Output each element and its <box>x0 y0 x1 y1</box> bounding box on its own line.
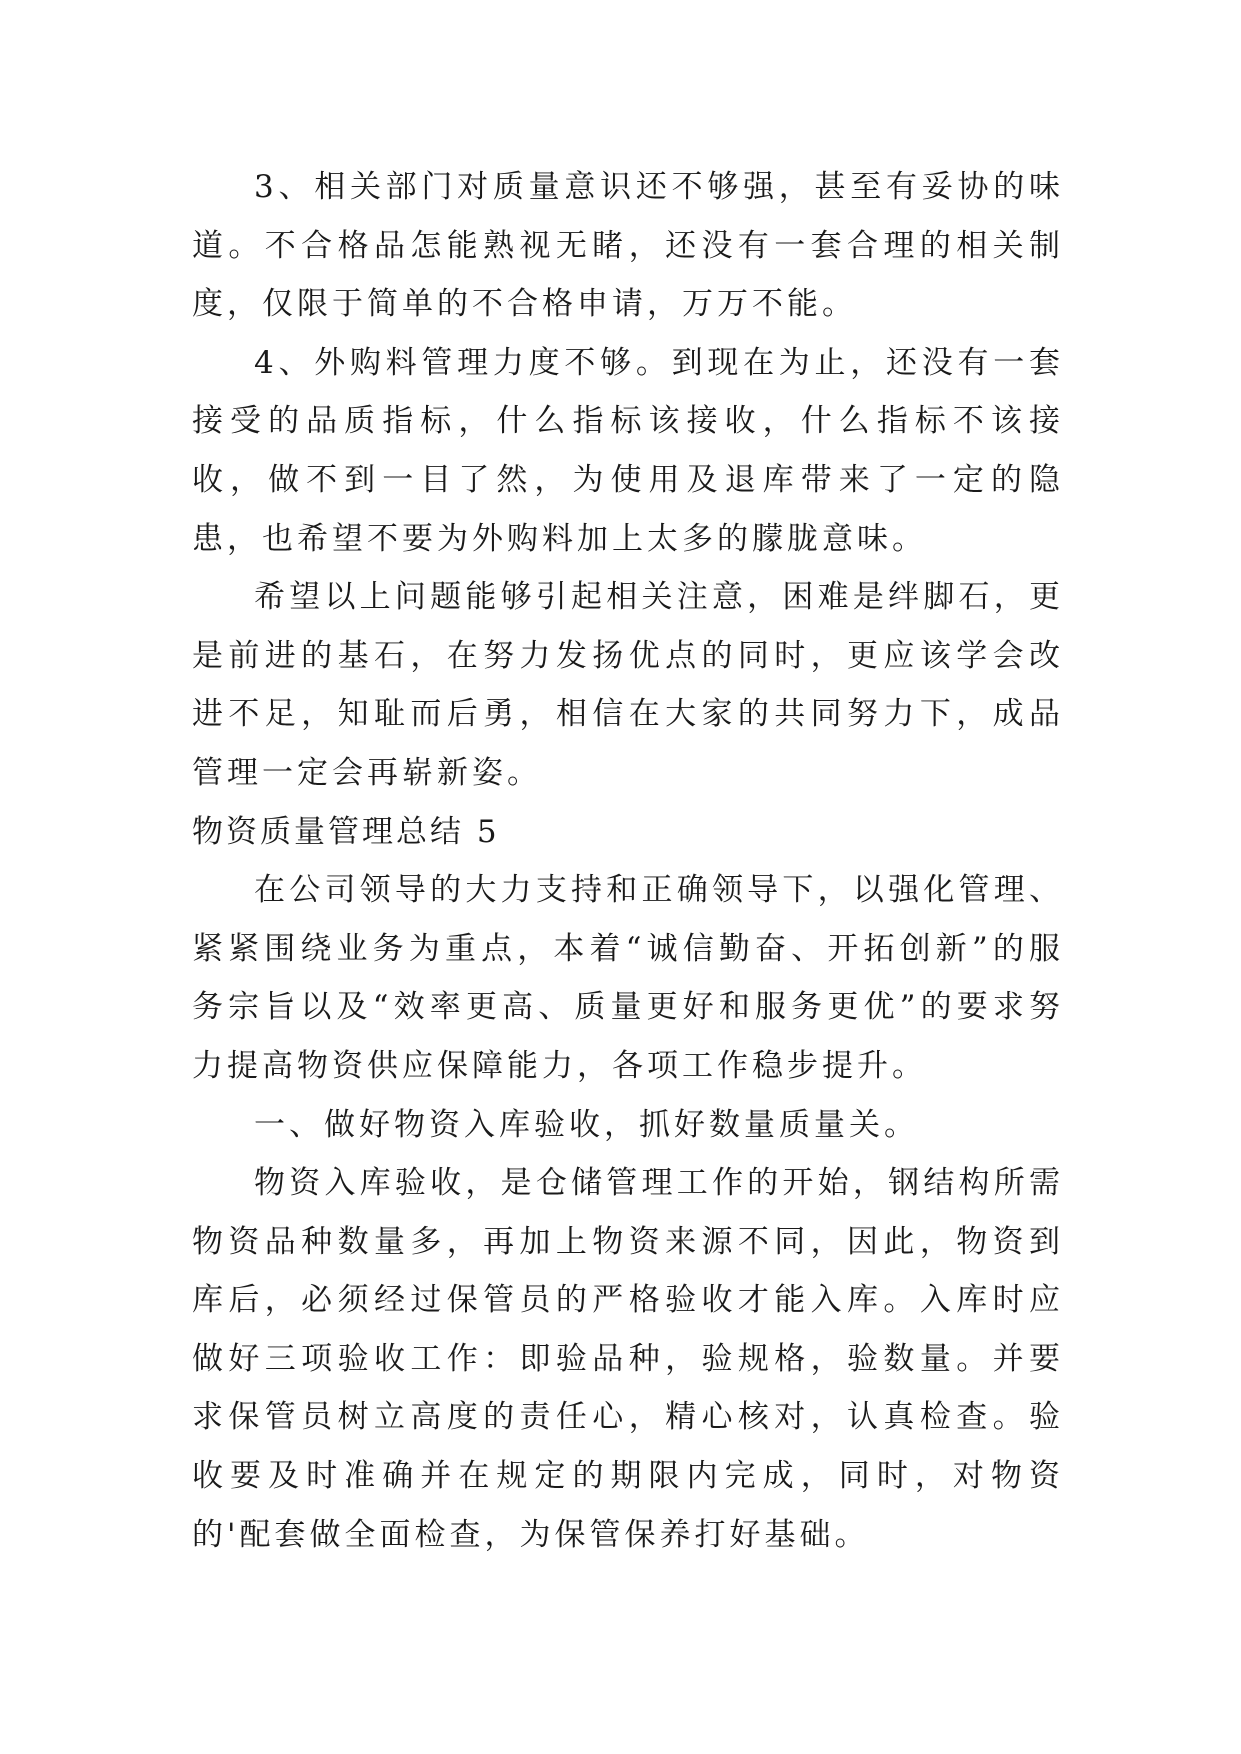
section-heading: 物资质量管理总结 5 <box>192 813 500 850</box>
paragraph-item-4: 4、外购料管理力度不够。到现在为止，还没有一套接受的品质指标，什么指标该接收，什么指标不该接收，做不到一目了然，为使用及退库带来了一定的隐患，也希望不要为外购料加上太多的朦胧意味。 <box>192 344 1064 557</box>
paragraph-item-3: 3、相关部门对质量意识还不够强，甚至有妥协的味道。不合格品怎能熟视无睹，还没有一套合理的相关制度，仅限于简单的不合格申请，万万不能。 <box>192 169 1064 323</box>
paragraph-intro: 在公司领导的大力支持和正确领导下，以强化管理、紧紧围绕业务为重点，本着“诚信勤奋、开拓创新”的服务宗旨以及“效率更高、质量更好和服务更优”的要求努力提高物资供应保障能力，各项工作稳步提升。 <box>192 872 1064 1084</box>
document-body <box>192 158 1064 1564</box>
paragraph-conclusion: 希望以上问题能够引起相关注意，困难是绊脚石，更是前进的基石，在努力发扬优点的同时，更应该学会改进不足，知耻而后勇，相信在大家的共同努力下，成品管理一定会再崭新姿。 <box>192 579 1064 791</box>
paragraph-subheading-1: 一、做好物资入库验收，抓好数量质量关。 <box>254 1106 919 1143</box>
paragraph-receiving: 物资入库验收，是仓储管理工作的开始，钢结构所需物资品种数量多，再加上物资来源不同，因此，物资到库后，必须经过保管员的严格验收才能入库。入库时应做好三项验收工作：即验品种，验规格，验数量。并要求保管员树立高度的责任心，精心核对，认真检查。验收要及时准确并在规定的期限内完成，同时，对物资的'配套做全面检查，为保管保养打好基础。 <box>192 1165 1064 1553</box>
